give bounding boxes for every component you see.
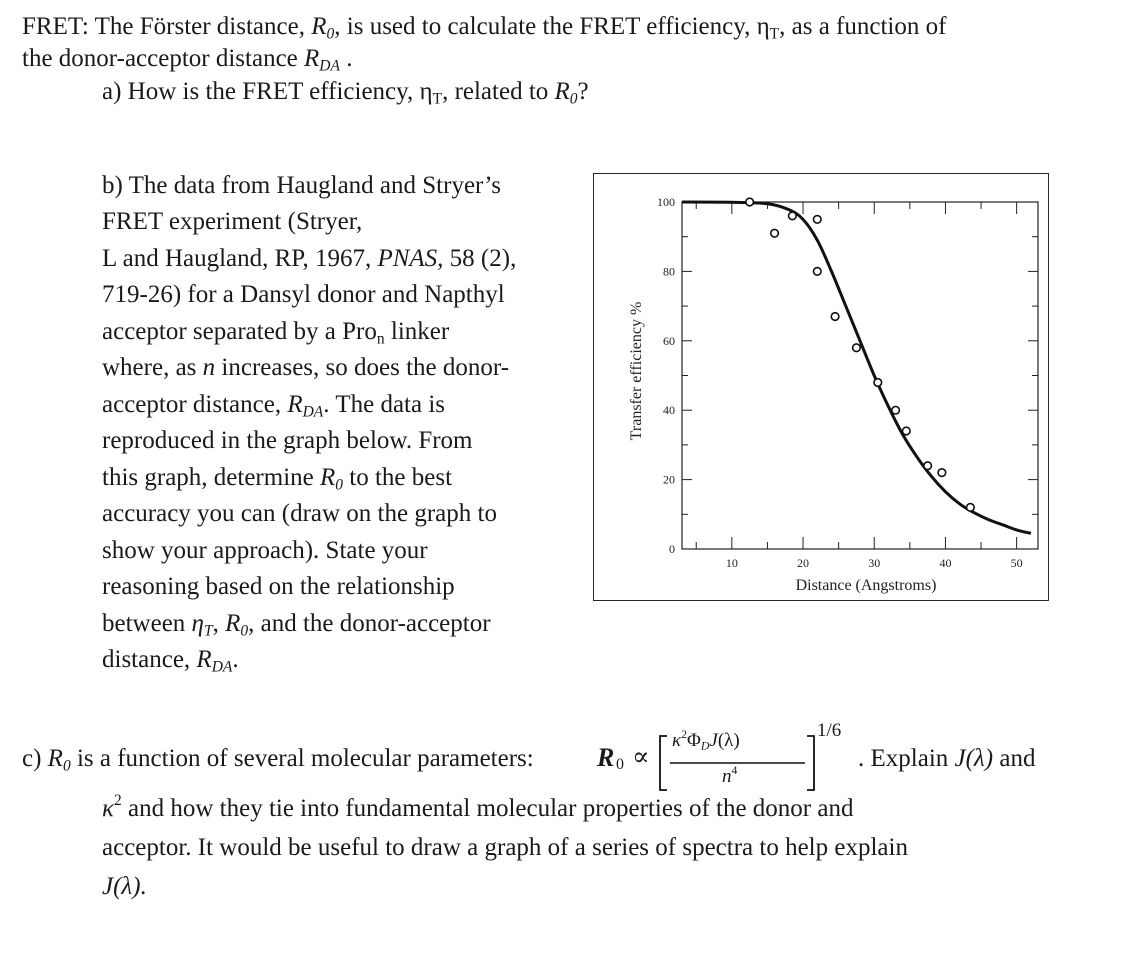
data-point <box>831 313 839 321</box>
lambda: (λ) <box>717 730 740 751</box>
text: acceptor separated by a Pro <box>102 318 377 345</box>
text: . The data is <box>323 391 446 418</box>
subscript-0: 0 <box>335 476 344 494</box>
plot-area-border <box>682 202 1038 549</box>
text: is a function of several molecular parameters: <box>70 745 534 772</box>
part-b-line: accuracy you can (draw on the graph to <box>102 500 497 527</box>
part-b-line <box>102 642 239 679</box>
data-point <box>813 268 821 276</box>
part-b-line: b) The data from Haugland and Stryer’s <box>102 172 501 199</box>
kappa: κ <box>672 730 682 751</box>
part-c-line-1-end <box>858 742 1035 776</box>
symbol-R: R <box>320 464 336 491</box>
symbol-eta: η <box>191 610 204 637</box>
part-a-text: , related to <box>442 78 555 105</box>
part-c-line-4: J(λ). <box>102 873 147 900</box>
data-point <box>967 504 975 512</box>
intro-text: the donor-acceptor distance <box>22 45 305 72</box>
subscript-DA: DA <box>211 658 233 676</box>
subscript-0: 0 <box>569 90 578 108</box>
y-axis-label: Transfer efficiency % <box>628 301 645 441</box>
part-b-line: reproduced in the graph below. From <box>102 427 473 454</box>
x-tick-label: 30 <box>868 556 881 570</box>
part-b-line: 719-26) for a Dansyl donor and Napthyl <box>102 281 505 308</box>
formula-denominator <box>722 763 738 788</box>
text: to the best <box>343 464 453 491</box>
text: . <box>232 646 239 673</box>
text: distance, <box>102 646 197 673</box>
axis-ticks <box>682 202 1038 549</box>
subscript-0: 0 <box>62 757 71 775</box>
text: Explain <box>870 745 955 772</box>
sup-2: 2 <box>114 792 122 810</box>
forster-formula <box>597 720 859 796</box>
data-point <box>924 462 932 470</box>
y-tick-label: 100 <box>657 195 675 209</box>
data-point <box>892 406 900 414</box>
subscript-n: n <box>376 330 385 348</box>
symbol-R: R <box>47 745 63 772</box>
x-tick-label: 10 <box>725 556 738 570</box>
data-point <box>902 427 910 435</box>
formula-exponent: 1/6 <box>817 720 842 741</box>
text: c) <box>22 745 48 772</box>
intro-text: FRET: The Förster distance, <box>22 13 312 40</box>
formula-R: R <box>597 743 615 772</box>
subscript-T: T <box>769 25 780 43</box>
fret-graph <box>593 173 1049 601</box>
J: J <box>709 730 718 751</box>
plot-frame <box>682 202 1038 549</box>
subscript-T: T <box>203 622 213 640</box>
part-c-line-3: acceptor. It would be useful to draw a graph of a series of spectra to help explain <box>102 834 908 861</box>
data-points <box>746 198 974 511</box>
data-point <box>874 379 882 387</box>
text: increases, so does the donor- <box>215 354 510 381</box>
y-tick-label: 20 <box>663 472 675 487</box>
text: and how they tie into fundamental molecular properties of the donor and <box>121 795 854 822</box>
symbol-n: n <box>202 354 216 381</box>
y-tick-label: 80 <box>663 264 675 279</box>
part-b-line <box>102 460 452 497</box>
text: , <box>212 610 226 637</box>
y-tick-label: 60 <box>663 333 675 348</box>
left-bracket <box>660 736 667 790</box>
text: this graph, determine <box>102 464 320 491</box>
text: between <box>102 610 192 637</box>
sup-2: 2 <box>681 727 688 741</box>
x-tick-label: 40 <box>939 556 952 570</box>
data-point <box>746 198 754 206</box>
symbol-R: R <box>287 391 303 418</box>
part-b-line <box>102 241 516 278</box>
x-tick-label: 20 <box>797 556 810 570</box>
subscript-T: T <box>432 90 443 108</box>
J-lambda: J(λ) <box>954 745 994 772</box>
text: and <box>993 745 1036 772</box>
x-axis-label: Distance (Angstroms) <box>795 577 937 594</box>
symbol-R: R <box>304 45 320 72</box>
y-tick-label: 40 <box>663 403 675 418</box>
part-b-line: FRET experiment (Stryer, <box>102 208 363 235</box>
sup-4: 4 <box>731 763 738 777</box>
journal-name: PNAS, <box>377 245 444 272</box>
part-b-line: reasoning based on the relationship <box>102 573 455 600</box>
right-bracket <box>807 736 814 790</box>
part-b-line <box>102 387 445 424</box>
subscript-DA: DA <box>302 403 324 421</box>
sub-D: D <box>700 739 710 753</box>
symbol-R: R <box>311 13 327 40</box>
intro-text: . <box>339 45 353 72</box>
text: . <box>858 745 865 772</box>
symbol-R: R <box>554 78 570 105</box>
symbol-R: R <box>196 646 212 673</box>
phi: Φ <box>687 730 701 751</box>
x-tick-label: 50 <box>1010 556 1023 570</box>
intro-text: , is used to calculate the FRET efficiency, η <box>334 13 770 40</box>
intro-text: , as a function of <box>779 13 947 40</box>
part-a-text: ? <box>577 78 589 105</box>
symbol-R: R <box>225 610 241 637</box>
part-a-text: a) How is the FRET efficiency, η <box>102 78 433 105</box>
text: 58 (2), <box>443 245 517 272</box>
chart-svg <box>594 174 1050 602</box>
n: n <box>722 766 732 787</box>
intro-line-1 <box>22 10 946 44</box>
fit-curve <box>682 202 1031 533</box>
text: linker <box>384 318 450 345</box>
formula-numerator <box>672 727 740 753</box>
subscript-DA: DA <box>319 57 340 75</box>
data-point <box>789 212 797 220</box>
text: where, as <box>102 354 203 381</box>
part-b-line: show your approach). State your <box>102 537 428 564</box>
proportional-symbol: ∝ <box>632 742 650 771</box>
text: L and Haugland, RP, 1967, <box>102 245 378 272</box>
subscript-0: 0 <box>326 25 335 43</box>
kappa: κ <box>102 795 114 822</box>
part-b-line <box>102 350 509 387</box>
tick-labels <box>657 195 1023 570</box>
text: acceptor distance, <box>102 391 288 418</box>
y-tick-label: 0 <box>669 542 675 556</box>
subscript-0: 0 <box>240 622 249 640</box>
formula-subscript-0: 0 <box>616 756 624 773</box>
part-a <box>102 75 589 109</box>
text: , and the donor-acceptor <box>248 610 491 637</box>
data-point <box>938 469 946 477</box>
data-point <box>771 229 779 237</box>
part-c-line-1 <box>22 742 534 776</box>
part-b-line <box>102 314 449 351</box>
data-point <box>853 344 861 352</box>
part-b-line <box>102 606 491 643</box>
part-c-line-2 <box>102 792 853 826</box>
intro-line-2 <box>22 42 352 76</box>
data-point <box>813 216 821 224</box>
